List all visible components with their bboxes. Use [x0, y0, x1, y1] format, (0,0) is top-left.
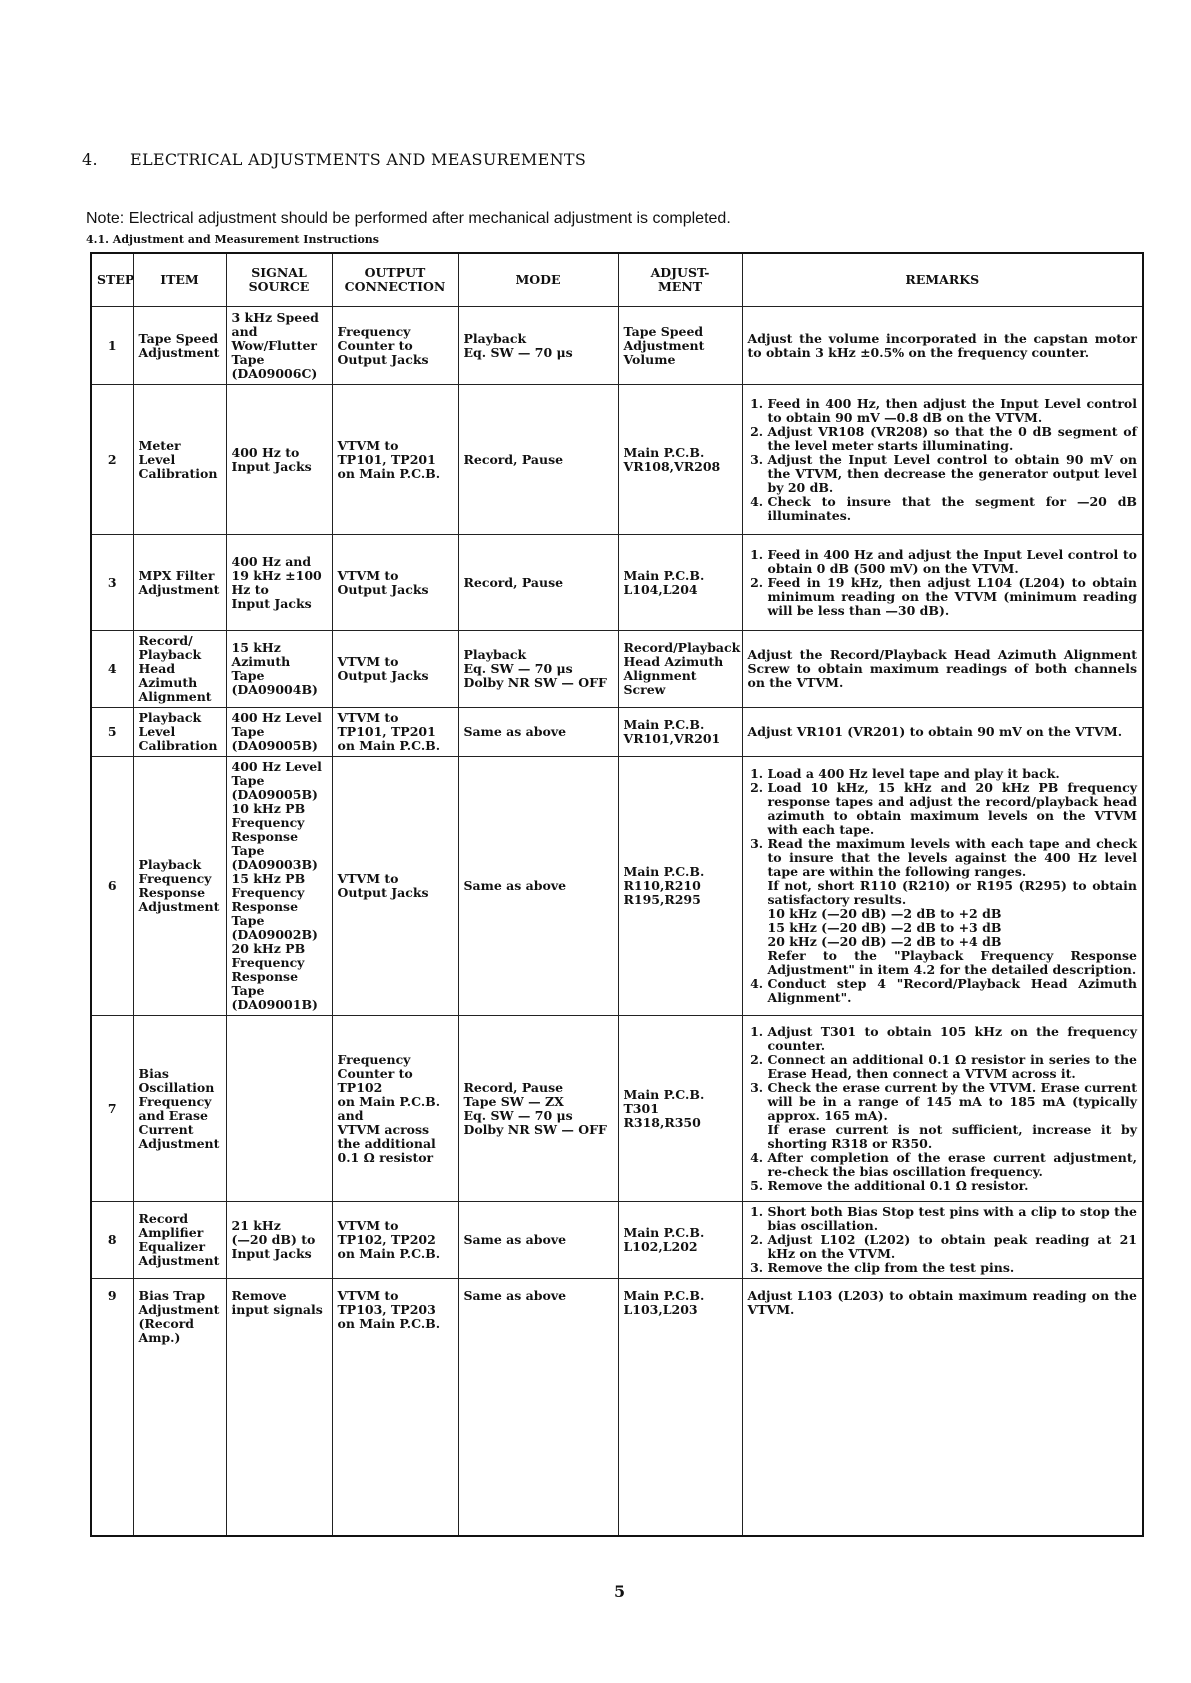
remarks-text: Adjust VR101 (VR201) to obtain 90 mV on the VTVM.	[747, 724, 1123, 739]
remarks-list-item: 4. After completion of the erase current adjustment, re-check the bias oscillation frequency.	[768, 1151, 1138, 1179]
adjustment-cell: Main P.C.B. R110,R210 R195,R295	[618, 757, 742, 1016]
item-cell: Record/ Playback Head Azimuth Alignment	[133, 631, 226, 708]
remarks-list-item: 4. Check to insure that the segment for —20 dB illuminates.	[768, 495, 1138, 523]
remarks-cell	[742, 757, 1143, 1016]
section-title: ELECTRICAL ADJUSTMENTS AND MEASUREMENTS	[130, 150, 587, 169]
remarks-list-item: 3. Adjust the Input Level control to obtain 90 mV on the VTVM, then decrease the generator output level by 20 dB.	[768, 453, 1138, 495]
adjustment-cell: Main P.C.B. L102,L202	[618, 1202, 742, 1279]
remarks-list-item: 5. Remove the additional 0.1 Ω resistor.	[768, 1179, 1138, 1193]
step-number: 2	[91, 385, 133, 535]
remarks-list-item: 2. Connect an additional 0.1 Ω resistor in series to the Erase Head, then connect a VTVM across it.	[768, 1053, 1138, 1081]
step-number: 5	[91, 708, 133, 757]
item-cell: Playback Level Calibration	[133, 708, 226, 757]
signal-source-cell: 15 kHz Azimuth Tape (DA09004B)	[226, 631, 332, 708]
output-connection-cell: VTVM to TP101, TP201 on Main P.C.B.	[332, 385, 458, 535]
signal-source-cell: 21 kHz (—20 dB) to Input Jacks	[226, 1202, 332, 1279]
output-connection-cell: VTVM to TP102, TP202 on Main P.C.B.	[332, 1202, 458, 1279]
step-number: 7	[91, 1016, 133, 1202]
remarks-cell	[742, 535, 1143, 631]
output-connection-cell: VTVM to TP103, TP203 on Main P.C.B.	[332, 1279, 458, 1537]
remarks-cell	[742, 1016, 1143, 1202]
remarks-list-item: 1. Feed in 400 Hz and adjust the Input Level control to obtain 0 dB (500 mV) on the VTVM.	[768, 548, 1138, 576]
output-connection-cell: Frequency Counter to Output Jacks	[332, 307, 458, 385]
header-remarks: REMARKS	[742, 253, 1143, 307]
remarks-text: Adjust the volume incorporated in the capstan motor to obtain 3 kHz ±0.5% on the frequency counter.	[747, 330, 1137, 360]
remarks-cell	[742, 307, 1143, 385]
adjustment-cell: Record/Playback Head Azimuth Alignment Screw	[618, 631, 742, 708]
remarks-list-item: 2. Adjust L102 (L202) to obtain peak reading at 21 kHz on the VTVM.	[768, 1233, 1138, 1261]
step-number: 8	[91, 1202, 133, 1279]
item-cell: Bias Trap Adjustment (Record Amp.)	[133, 1279, 226, 1537]
mode-cell: Same as above	[458, 708, 618, 757]
remarks-list	[748, 548, 1138, 618]
mode-cell: Playback Eq. SW — 70 μs	[458, 307, 618, 385]
step-number: 9	[91, 1279, 133, 1537]
remarks-list-item: 1. Adjust T301 to obtain 105 kHz on the frequency counter.	[768, 1025, 1138, 1053]
remarks-list-item: 1. Load a 400 Hz level tape and play it back.	[768, 767, 1138, 781]
item-cell: Meter Level Calibration	[133, 385, 226, 535]
header-mode: MODE	[458, 253, 618, 307]
remarks-list-item: 4. Conduct step 4 "Record/Playback Head Azimuth Alignment".	[768, 977, 1138, 1005]
table-row	[91, 708, 1143, 757]
table-row	[91, 1279, 1143, 1537]
table-row	[91, 307, 1143, 385]
mode-cell: Same as above	[458, 757, 618, 1016]
header-step: STEP	[91, 253, 133, 307]
remarks-list-item: 3. Read the maximum levels with each tape and check to insure that the levels against the 400 Hz level tape are within the following ranges. If not, short R110 (R210) or R195 (R295) to obtain satisfactory results. 10 kHz (—20 dB) —2 dB to +2 dB 15 kHz (—20 dB) —2 dB to +3 dB 20 kHz (—20 dB) —2 dB to +4 dB Refer to the "Playback Frequency Response Adjustment" in item 4.2 for the detailed description.	[768, 837, 1138, 977]
remarks-cell	[742, 385, 1143, 535]
remarks-text: Adjust L103 (L203) to obtain maximum reading on the VTVM.	[747, 1288, 1137, 1317]
adjustment-cell: Main P.C.B. VR108,VR208	[618, 385, 742, 535]
signal-source-cell: 400 Hz and 19 kHz ±100 Hz to Input Jacks	[226, 535, 332, 631]
table-header-row	[91, 253, 1143, 307]
table-row	[91, 631, 1143, 708]
note-text: Note: Electrical adjustment should be performed after mechanical adjustment is completed.	[86, 210, 731, 227]
signal-source-cell: 400 Hz Level Tape (DA09005B) 10 kHz PB Frequency Response Tape (DA09003B) 15 kHz PB Frequency Response Tape (DA09002B) 20 kHz PB Frequency Response Tape (DA09001B)	[226, 757, 332, 1016]
header-output-connection: OUTPUT CONNECTION	[332, 253, 458, 307]
signal-source-cell	[226, 1016, 332, 1202]
step-number: 4	[91, 631, 133, 708]
remarks-cell	[742, 631, 1143, 708]
subsection-heading: 4.1. Adjustment and Measurement Instructions	[86, 233, 379, 246]
table-row	[91, 1016, 1143, 1202]
table-row	[91, 535, 1143, 631]
output-connection-cell: Frequency Counter to TP102 on Main P.C.B. and VTVM across the additional 0.1 Ω resistor	[332, 1016, 458, 1202]
remarks-list-item: 3. Check the erase current by the VTVM. Erase current will be in a range of 145 mA to 185 mA (typically approx. 165 mA). If erase current is not sufficient, increase it by shorting R318 or R350.	[768, 1081, 1138, 1151]
mode-cell: Same as above	[458, 1202, 618, 1279]
remarks-cell	[742, 708, 1143, 757]
header-signal-source: SIGNAL SOURCE	[226, 253, 332, 307]
step-number: 1	[91, 307, 133, 385]
header-adjustment: ADJUST- MENT	[618, 253, 742, 307]
adjustment-cell: Main P.C.B. L103,L203	[618, 1279, 742, 1537]
table-row	[91, 1202, 1143, 1279]
adjustment-cell: Main P.C.B. L104,L204	[618, 535, 742, 631]
remarks-list-item: 2. Load 10 kHz, 15 kHz and 20 kHz PB frequency response tapes and adjust the record/playback head azimuth to obtain maximum levels on the VTVM with each tape.	[768, 781, 1138, 837]
mode-cell: Record, Pause	[458, 385, 618, 535]
signal-source-cell: 400 Hz to Input Jacks	[226, 385, 332, 535]
remarks-list	[748, 397, 1138, 523]
remarks-list-item: 2. Adjust VR108 (VR208) so that the 0 dB segment of the level meter starts illuminating.	[768, 425, 1138, 453]
signal-source-cell: 400 Hz Level Tape (DA09005B)	[226, 708, 332, 757]
remarks-list	[748, 1025, 1138, 1193]
item-cell: MPX Filter Adjustment	[133, 535, 226, 631]
mode-cell: Record, Pause	[458, 535, 618, 631]
item-cell: Bias Oscillation Frequency and Erase Current Adjustment	[133, 1016, 226, 1202]
step-number: 6	[91, 757, 133, 1016]
remarks-list-item: 2. Feed in 19 kHz, then adjust L104 (L204) to obtain minimum reading on the VTVM (minimum reading will be less than —30 dB).	[768, 576, 1138, 618]
remarks-list-item: 1. Feed in 400 Hz, then adjust the Input Level control to obtain 90 mV —0.8 dB on the VTVM.	[768, 397, 1138, 425]
output-connection-cell: VTVM to Output Jacks	[332, 535, 458, 631]
remarks-list-item: 1. Short both Bias Stop test pins with a clip to stop the bias oscillation.	[768, 1205, 1138, 1233]
section-heading	[82, 150, 586, 169]
item-cell: Playback Frequency Response Adjustment	[133, 757, 226, 1016]
adjustment-table	[90, 252, 1144, 1537]
signal-source-cell: Remove input signals	[226, 1279, 332, 1537]
item-cell: Record Amplifier Equalizer Adjustment	[133, 1202, 226, 1279]
header-item: ITEM	[133, 253, 226, 307]
adjustment-cell: Tape Speed Adjustment Volume	[618, 307, 742, 385]
remarks-list	[748, 767, 1138, 1005]
output-connection-cell: VTVM to Output Jacks	[332, 631, 458, 708]
table-row	[91, 757, 1143, 1016]
mode-cell: Playback Eq. SW — 70 μs Dolby NR SW — OFF	[458, 631, 618, 708]
page-number: 5	[614, 1582, 626, 1601]
signal-source-cell: 3 kHz Speed and Wow/Flutter Tape (DA09006C)	[226, 307, 332, 385]
remarks-cell	[742, 1279, 1143, 1537]
output-connection-cell: VTVM to TP101, TP201 on Main P.C.B.	[332, 708, 458, 757]
remarks-text: Adjust the Record/Playback Head Azimuth Alignment Screw to obtain maximum readings of both channels on the VTVM.	[747, 647, 1137, 690]
item-cell: Tape Speed Adjustment	[133, 307, 226, 385]
output-connection-cell: VTVM to Output Jacks	[332, 757, 458, 1016]
mode-cell: Record, Pause Tape SW — ZX Eq. SW — 70 μs Dolby NR SW — OFF	[458, 1016, 618, 1202]
remarks-list	[748, 1205, 1138, 1275]
mode-cell: Same as above	[458, 1279, 618, 1537]
adjustment-cell: Main P.C.B. T301 R318,R350	[618, 1016, 742, 1202]
remarks-list-item: 3. Remove the clip from the test pins.	[768, 1261, 1138, 1275]
section-number: 4.	[82, 150, 98, 169]
step-number: 3	[91, 535, 133, 631]
remarks-cell	[742, 1202, 1143, 1279]
adjustment-cell: Main P.C.B. VR101,VR201	[618, 708, 742, 757]
table-row	[91, 385, 1143, 535]
